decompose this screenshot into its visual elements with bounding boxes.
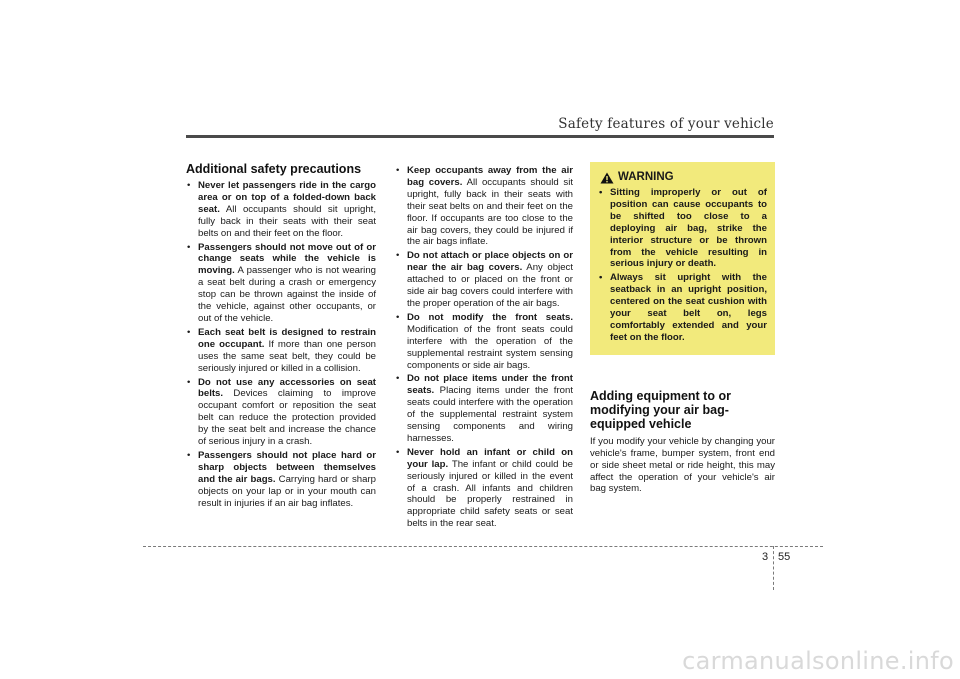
warning-title: WARNING [618,171,674,184]
item-text: Devices claiming to improve occupant comfort or reposition the seat belt can reduce the protection provided by the seat belt and increase the chance of serious injury in a crash. [198,388,376,448]
list-item [186,450,376,510]
precautions-list [186,180,376,509]
item-lead: Do not use any accessories on seat belts. [198,376,376,400]
list-item: • Sitting improperly or out of position can cause occupants to be shifted too close to a deploying air bag, strike the interior structure or be thrown from the vehicle resulting in serious injury or death. [598,187,767,270]
item-lead: Do not place items under the front seats. [407,373,573,397]
list-item [395,250,573,310]
item-lead: Do not attach or place objects on or near the air bag covers. [407,250,573,274]
header-rule [186,135,774,138]
list-item [395,373,573,444]
item-text: All occupants should sit upright, fully back in their seats with their seat belts on and their feet on the floor. If occupants are too close to the air bag covers, they could be injured if the air bags inflate. [407,176,573,248]
list-item [186,377,376,448]
warning-header [600,172,767,184]
list-item [186,327,376,375]
adding-equipment-paragraph: If you modify your vehicle by changing your vehicle's frame, bumper system, front end or side sheet metal or ride height, this may affect the operation of your vehicle's air bag system. [590,435,775,495]
chapter-number: 3 [762,551,769,563]
item-lead: Never hold an infant or child on your lap. [407,446,573,470]
list-item [186,242,376,325]
header-title: Safety features of your vehicle [558,116,774,132]
item-text: Any object attached to or placed on the front or side air bag covers could interfere with the proper operation of the air bags. [407,262,573,309]
item-text: Modification of the front seats could interfere with the operation of the supplemental restraint system sensing components or side air bags. [407,323,573,371]
item-text: Placing items under the front seats could interfere with the operation of the supplemental restraint system sensing components and wiring harnesses. [407,385,573,444]
item-lead: Never let passengers ride in the cargo area or on top of a folded-down back seat. [198,180,376,215]
item-text: A passenger who is not wearing a seat belt during a crash or emergency stop can be thrown against the inside of the vehicle, against other occupants, or out of the vehicle. [198,265,376,324]
column-1 [186,162,376,511]
list-item [186,180,376,240]
item-text: All occupants should sit upright, fully back in their seats with their seat belts on and their feet on the floor. [198,203,376,239]
list-item [395,447,573,530]
item-text: If more than one person uses the same seat belt, they could be seriously injured or killed in a collision. [198,338,376,374]
item-lead: Do not modify the front seats. [407,311,573,323]
warning-triangle-icon [600,172,614,184]
item-text: The infant or child could be seriously injured or killed in the event of a crash. All infants and children should be properly restrained in appropriate child safety seats or seat belts in the rear seat. [407,458,573,530]
watermark: carmanualsonline.info [682,647,954,675]
column-2 [395,165,573,532]
section-heading-adding-equipment: Adding equipment to or modifying your air bag-equipped vehicle [590,388,731,431]
section-heading-additional-precautions: Additional safety precautions [186,162,362,176]
airbag-precautions-list [395,165,573,530]
warning-list [598,187,767,344]
item-lead: Keep occupants away from the air bag covers. [407,165,573,188]
list-item [395,312,573,372]
list-item: • Always sit upright with the seatback in an upright position, centered on the seat cushion with your seat belt on, legs comfortably extended and your feet on the floor. [598,272,767,343]
list-item [395,165,573,248]
column-3 [590,162,775,495]
warning-box [590,162,775,355]
item-text: Carrying hard or sharp objects on your lap or in your mouth can result in injuries if an air bag inflates. [198,473,376,509]
item-lead: Each seat belt is designed to restrain one occupant. [198,326,376,350]
page-number: 55 [778,551,791,563]
footer-divider [143,546,823,547]
item-lead: Passengers should not move out of or change seats while the vehicle is moving. [198,241,376,277]
footer-vertical-divider [773,546,774,590]
item-lead: Passengers should not place hard or sharp objects between themselves and the air bags. [198,449,376,485]
